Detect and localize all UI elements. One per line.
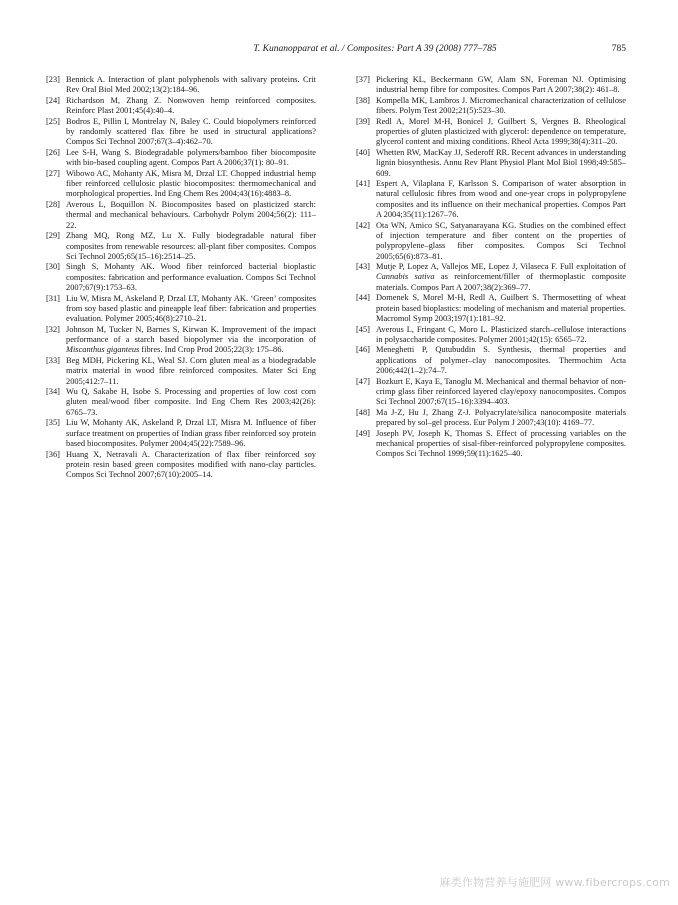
page-number: 785 [611,44,626,54]
reference-item [356,325,626,346]
reference-number: [27] [46,168,60,178]
page-header [40,44,640,58]
reference-text: Liu W, Mohanty AK, Askeland P, Drzal LT, Misra M. Influence of fiber surface treatment on properties of Indian grass fiber reinforced soy protein based biocomposites. Polymer 2004;45(22):7589–96. [66,418,316,448]
references-right-column [356,75,626,460]
reference-item [356,377,626,408]
reference-text: Johnson M, Tucker N, Barnes S, Kirwan K. Improvement of the impact performance of a starch based biopolymer via the incorporation of Miscanthus giganteus fibres. Ind Crop Prod 2005;22(3): 175–86. [66,324,316,355]
reference-number: [26] [46,147,60,157]
reference-item [46,387,316,418]
reference-number: [24] [46,95,60,105]
reference-text: Whetten RW, MacKay JJ, Sederoff RR. Recent advances in understanding lignin biosynthesis. Annu Rev Plant Physiol Plant Mol Biol 1998;49:585–609. [376,147,626,178]
reference-item [356,293,626,324]
reference-number: [41] [356,179,370,189]
running-head: T. Kunanopparat et al. / Composites: Part A 39 (2008) 777–785 [253,44,497,54]
reference-number: [34] [46,387,60,397]
reference-item [356,262,626,293]
reference-item [46,325,316,356]
reference-number: [32] [46,324,60,334]
reference-text: Domenek S, Morel M-H, Redl A, Guilbert S. Thermosetting of wheat protein based bioplastics: modeling of mechanism and material properties. Macromol Symp 2003;197(1):181–92. [376,293,626,323]
reference-text: Averous L, Boquillon N. Biocomposites based on plasticized starch: thermal and mechanical behaviours. Carbohydr Polym 2004;56(2): 111–22. [66,200,316,230]
reference-number: [25] [46,116,60,126]
reference-item [356,96,626,117]
reference-text: Richardson M, Zhang Z. Nonwoven hemp reinforced composites. Reinforc Plast 2001;45(4):40–4. [66,95,316,116]
reference-item [46,96,316,117]
reference-number: [36] [46,449,60,459]
reference-number: [29] [46,231,60,241]
reference-text: Redl A, Morel M-H, Bonicel J, Guilbert S, Vergnes B. Rheological properties of gluten plasticized with glycerol: dependence on temperature, glycerol content and mixing conditions. Rheol Acta 1999;38(4):311–20. [376,116,626,147]
reference-item [46,418,316,449]
reference-number: [31] [46,293,60,303]
reference-item [46,200,316,231]
reference-item [356,179,626,220]
reference-number: [30] [46,262,60,272]
references-left-column [46,75,316,481]
reference-number: [44] [356,293,370,303]
reference-item [46,294,316,325]
reference-number: [43] [356,262,370,272]
reference-number: [49] [356,428,370,438]
reference-number: [47] [356,376,370,386]
reference-text: Averous L, Fringant C, Moro L. Plasticized starch–cellulose interactions in polysaccharide composites. Polymer 2001;42(15): 6565–72. [376,324,626,344]
reference-item [46,231,316,262]
reference-number: [37] [356,75,370,84]
reference-text: Liu W, Misra M, Askeland P, Drzal LT, Mohanty AK. ‘Green’ composites from soy based plastic and pineapple leaf fiber: fabrication and properties evaluation. Polymer 2005;46(8):2710–21. [66,293,316,324]
reference-number: [39] [356,116,370,126]
reference-text: Ota WN, Amico SC, Satyanarayana KG. Studies on the combined effect of injection temperature and fiber content on the properties of polypropylene–glass fiber composites. Compos Sci Technol 2005;65(6):873–81. [376,220,626,261]
reference-text: Joseph PV, Joseph K, Thomas S. Effect of processing variables on the mechanical properties of sisal-fiber-reinforced polypropylene composites. Compos Sci Technol 1999;59(11):1625–40. [376,428,626,459]
reference-item [356,117,626,148]
reference-item [46,75,316,96]
reference-item [356,429,626,460]
site-watermark: 麻类作物营养与施肥网 www.fibercrops.com [439,876,670,889]
reference-text: Bennick A. Interaction of plant polyphenols with salivary proteins. Crit Rev Oral Biol Med 2002;13(2):184–96. [66,75,316,95]
reference-item [46,148,316,169]
reference-text: Mutje P, Lopez A, Vallejos ME, Lopez J, Vilaseca F. Full exploitation of Cannabis sativa as reinforcement/filler of thermoplastic composite materials. Compos Part A 2007;38(2):369–77. [376,262,626,292]
reference-text: Ma J-Z, Hu J, Zhang Z-J. Polyacrylate/silica nanocomposite materials prepared by sol–gel process. Eur Polym J 2007;43(10): 4169–77. [376,407,626,428]
reference-item [46,262,316,293]
reference-text: Wu Q, Sakabe H, Isobe S. Processing and properties of low cost corn gluten meal/wood fiber composite. Ind Eng Chem Res 2003;42(26): 6765–73. [66,387,316,417]
reference-number: [48] [356,407,370,417]
reference-number: [46] [356,345,370,355]
reference-number: [45] [356,324,370,334]
reference-text: Beg MDH, Pickering KL, Weal SJ. Corn gluten meal as a biodegradable matrix material in wood fibre reinforced composites. Mater Sci Eng 2005;412:7–11. [66,355,316,386]
reference-number: [23] [46,75,60,84]
reference-text: Huang X, Netravali A. Characterization of flax fiber reinforced soy protein resin based green composites modified with nano-clay particles. Compos Sci Technol 2007;67(10):2005–14. [66,449,316,480]
reference-number: [38] [356,95,370,105]
reference-text: Kompella MK, Lambros J. Micromechanical characterization of cellulose fibers. Polym Test 2002;21(5):523–30. [376,95,626,116]
reference-text: Espert A, Vilaplana F, Karlsson S. Comparison of water absorption in natural cellulosic fibres from wood and one-year crops in polypropylene composites and its influence on their mechanical properties. Compos Part A 2004;35(11):1267–76. [376,179,626,220]
reference-item [356,75,626,96]
reference-item [46,117,316,148]
reference-text: Zhang MQ, Rong MZ, Lu X. Fully biodegradable natural fiber composites from renewable resources: all-plant fiber composites. Compos Sci Technol 2005;65(15–16):2514–25. [66,231,316,261]
reference-text: Singh S, Mohanty AK. Wood fiber reinforced bacterial bioplastic composites: fabrication and performance evaluation. Compos Sci Technol 2007;67(9):1753–63. [66,262,316,293]
reference-text: Lee S-H, Wang S. Biodegradable polymers/bamboo fiber biocomposite with bio-based coupling agent. Compos Part A 2006;37(1): 80–91. [66,147,316,168]
reference-number: [42] [356,220,370,230]
reference-number: [33] [46,355,60,365]
reference-text: Wibowo AC, Mohanty AK, Misra M, Drzal LT. Chopped industrial hemp fiber reinforced cellulosic plastic biocomposites: thermomechanical and morphological properties. Ind Eng Chem Res 2004;43(16):4883–8. [66,168,316,199]
reference-item [356,148,626,179]
reference-number: [35] [46,418,60,428]
reference-text: Bozkurt E, Kaya E, Tanoglu M. Mechanical and thermal behavior of non-crimp glass fiber reinforced layered clay/epoxy nanocomposites. Compos Sci Technol 2007;67(15–16):3394–403. [376,376,626,407]
reference-item [46,169,316,200]
reference-text: Meneghetti P, Qutubuddin S. Synthesis, thermal properties and applications of polymer–clay nanocomposites. Thermochim Acta 2006;442(1–2):74–7. [376,345,626,375]
reference-item [46,450,316,481]
reference-item [356,408,626,429]
reference-text: Pickering KL, Beckermann GW, Alam SN, Foreman NJ. Optimising industrial hemp fibre for composites. Compos Part A 2007;38(2): 461–8. [376,75,626,95]
reference-text: Bodros E, Pillin I, Montrelay N, Baley C. Could biopolymers reinforced by randomly scattered flax fibre be used in structural applications? Compos Sci Technol 2007;67(3–4):462–70. [66,116,316,147]
reference-item [356,345,626,376]
reference-number: [40] [356,147,370,157]
reference-item [46,356,316,387]
reference-number: [28] [46,200,60,210]
reference-item [356,221,626,262]
